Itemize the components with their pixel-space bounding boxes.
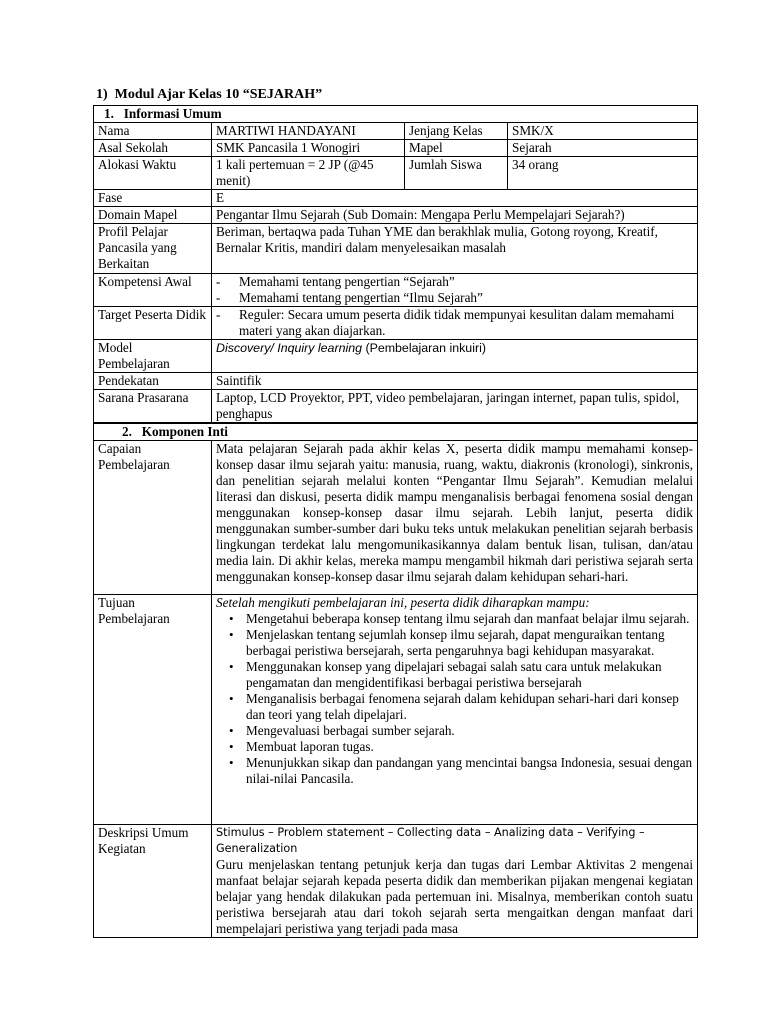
capaian-value: Mata pelajaran Sejarah pada akhir kelas X, peserta didik mampu memahami konsep-konsep dasar ilmu sejarah yaitu: manusia, ruang, waktu, diakronis (kronologi), sinkronis, dan penelitian sejarah melalui konten “Pengantar Ilmu Sejarah”. Kemudian melalui literasi dan diskusi, peserta didik mampu menganalisis berbagai fenomena sosial dengan menggunakan konsep-konsep dasar ilmu sejarah. Lebih lanjut, peserta didik menggunakan sumber-sumber dari buku teks untuk melakukan penelitian sejarah berbasis lingkungan terdekat lalu mengomunikasikannya dalam bentuk lisan, tulisan, dan/atau media lain. Di akhir kelas, mereka mampu mengambil hikmah dari peristiwa sejarah serta menggunakan konsep-konsep dasar ilmu sejarah dalam kehidupan sehari-hari. [212, 441, 698, 595]
sekolah-value: SMK Pancasila 1 Wonogiri [212, 140, 405, 157]
list-item: • Menjelaskan tentang sejumlah konsep ilmu sejarah, dapat menguraikan tentang berbagai peristiwa bersejarah, serta pengaruhnya bagi kehidupan masyarakat. [246, 627, 693, 659]
page-title: 1) Modul Ajar Kelas 10 “SEJARAH” [96, 87, 323, 102]
dash-marker: - [216, 290, 221, 305]
tujuan-value [212, 595, 698, 825]
list-item-text: Reguler: Secara umum peserta didik tidak mempunyai kesulitan dalam memahami materi yang akan diajarkan. [239, 307, 675, 338]
dash-marker: - [216, 274, 221, 289]
informasi-umum-table [93, 105, 698, 423]
section-heading: 2. Komponen Inti [94, 424, 698, 441]
waktu-value: 1 kali pertemuan = 2 JP (@45 menit) [212, 157, 405, 190]
list-item-text: Memahami tentang pengertian “Ilmu Sejarah” [239, 290, 483, 305]
list-item [216, 307, 693, 339]
fase-label: Fase [94, 190, 212, 207]
learning-flow: Stimulus – Problem statement – Collecting data – Analizing data – Verifying – Generalization [216, 826, 645, 855]
kompetensi-value [212, 274, 698, 307]
model-value-rest: (Pembelajaran inkuiri) [362, 341, 486, 355]
model-value-italic: Discovery/ Inquiry learning [216, 341, 362, 355]
siswa-label: Jumlah Siswa [405, 157, 508, 190]
table-row [94, 224, 698, 274]
kompetensi-label: Kompetensi Awal [94, 274, 212, 307]
fase-value: E [212, 190, 698, 207]
domain-value: Pengantar Ilmu Sejarah (Sub Domain: Mengapa Perlu Mempelajari Sejarah?) [212, 207, 698, 224]
mapel-value: Sejarah [508, 140, 698, 157]
table-row [94, 123, 698, 140]
table-row [94, 190, 698, 207]
table-row [94, 390, 698, 423]
section-heading: 1. Informasi Umum [94, 106, 698, 123]
tujuan-label: Tujuan Pembelajaran [94, 595, 212, 825]
table-row [94, 595, 698, 825]
tujuan-list [216, 611, 693, 787]
table-row [94, 140, 698, 157]
list-item: • Mengevaluasi berbagai sumber sejarah. [246, 723, 693, 739]
list-item: • Membuat laporan tugas. [246, 739, 693, 755]
komponen-inti-table [93, 423, 698, 938]
list-item-text: Memahami tentang pengertian “Sejarah” [239, 274, 455, 289]
table-row [94, 307, 698, 340]
sarana-label: Sarana Prasarana [94, 390, 212, 423]
nama-value: MARTIWI HANDAYANI [212, 123, 405, 140]
dash-marker: - [216, 307, 221, 322]
section-header-row [94, 424, 698, 441]
table-row [94, 274, 698, 307]
table-row [94, 373, 698, 390]
list-item: • Menunjukkan sikap dan pandangan yang mencintai bangsa Indonesia, sesuai dengan nilai-nilai Pancasila. [246, 755, 693, 787]
model-label: Model Pembelajaran [94, 340, 212, 373]
profil-value: Beriman, bertaqwa pada Tuhan YME dan berakhlak mulia, Gotong royong, Kreatif, Bernalar Kritis, mandiri dalam menyelesaikan masalah [212, 224, 698, 274]
target-value [212, 307, 698, 340]
table-row [94, 825, 698, 938]
jenjang-label: Jenjang Kelas [405, 123, 508, 140]
table-row [94, 207, 698, 224]
profil-label: Profil Pelajar Pancasila yang Berkaitan [94, 224, 212, 274]
sekolah-label: Asal Sekolah [94, 140, 212, 157]
pendekatan-label: Pendekatan [94, 373, 212, 390]
list-item: • Menggunakan konsep yang dipelajari sebagai salah satu cara untuk melakukan pengamatan dan mengidentifikasi berbagai peristiwa bersejarah [246, 659, 693, 691]
waktu-label: Alokasi Waktu [94, 157, 212, 190]
list-item: • Menganalisis berbagai fenomena sejarah dalam kehidupan sehari-hari dari konsep dan teori yang telah dipelajari. [246, 691, 693, 723]
tujuan-intro: Setelah mengikuti pembelajaran ini, peserta didik diharapkan mampu: [216, 595, 590, 610]
table-row [94, 340, 698, 373]
domain-label: Domain Mapel [94, 207, 212, 224]
table-row [94, 157, 698, 190]
capaian-label: Capaian Pembelajaran [94, 441, 212, 595]
target-label: Target Peserta Didik [94, 307, 212, 340]
list-item: • Mengetahui beberapa konsep tentang ilmu sejarah dan manfaat belajar ilmu sejarah. [246, 611, 693, 627]
mapel-label: Mapel [405, 140, 508, 157]
deskripsi-value [212, 825, 698, 938]
pendekatan-value: Saintifik [212, 373, 698, 390]
jenjang-value: SMK/X [508, 123, 698, 140]
siswa-value: 34 orang [508, 157, 698, 190]
section-header-row [94, 106, 698, 123]
nama-label: Nama [94, 123, 212, 140]
table-row [94, 441, 698, 595]
list-item [216, 274, 693, 290]
sarana-value: Laptop, LCD Proyektor, PPT, video pembelajaran, jaringan internet, papan tulis, spidol, penghapus [212, 390, 698, 423]
deskripsi-label: Deskripsi Umum Kegiatan [94, 825, 212, 938]
deskripsi-text: Guru menjelaskan tentang petunjuk kerja dan tugas dari Lembar Aktivitas 2 mengenai manfaat belajar sejarah kepada peserta didik dan memberikan pijakan mengenai kegiatan belajar yang hendak dilakukan pada pertemuan ini. Misalnya, memberikan contoh suatu peristiwa bersejarah atau dari tokoh sejarah serta mengaitkan dengan manfaat dari mempelajari peristiwa yang terjadi pada masa [216, 857, 694, 936]
list-item [216, 290, 693, 306]
model-value [212, 340, 698, 373]
